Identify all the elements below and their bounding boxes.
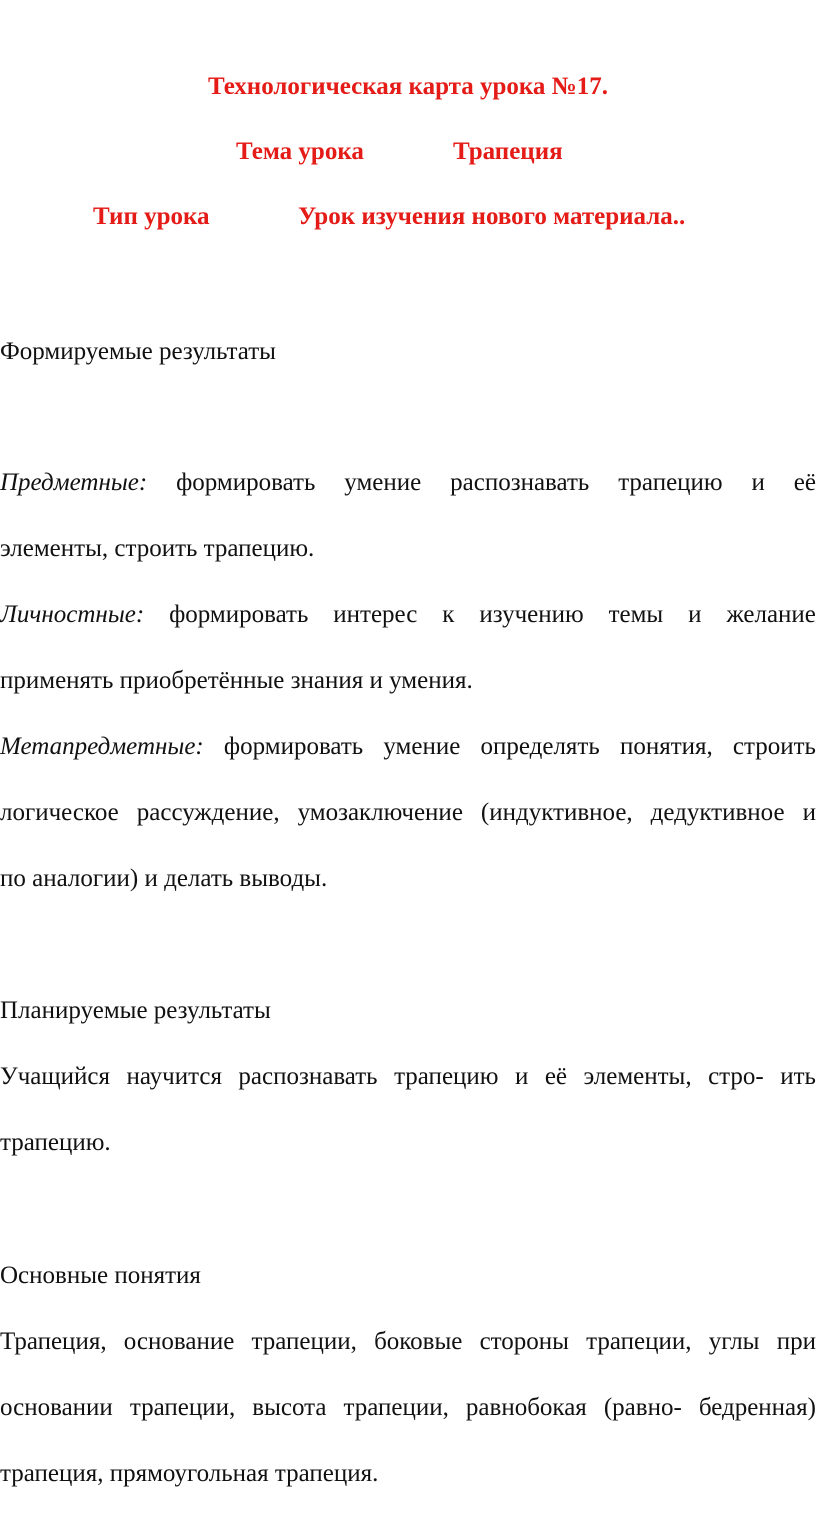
lesson-type-value: Урок изучения нового материала.. [298,203,686,230]
concept-word: стороны [479,1328,569,1355]
planned-word: её [544,1063,568,1090]
meta-word: умозаключение [297,799,463,826]
concept-word: трапеции, [251,1328,357,1355]
subject-results-line-2: элементы, строить трапецию. [0,535,315,562]
subject-word: формировать [176,469,316,496]
key-concepts-line-2 [0,1393,816,1423]
concept-word: боковые [374,1328,463,1355]
concept-word: (равно- [603,1394,682,1421]
meta-word: логическое [0,799,119,826]
planned-results-heading: Планируемые результаты [0,997,271,1024]
meta-results-line-1 [0,732,816,762]
meta-word: рассуждение, [136,799,280,826]
personal-word: и [688,601,702,628]
personal-word: интерес [333,601,418,628]
meta-word: строить [732,733,816,760]
subject-word: и [751,469,765,496]
concept-word: углы [708,1328,760,1355]
concept-word: высота [252,1394,327,1421]
planned-word: стро- [708,1063,764,1090]
personal-word: изучению [479,601,584,628]
personal-word: к [442,601,455,628]
meta-word: умение [383,733,461,760]
meta-word: определять [480,733,600,760]
planned-results-line-1 [0,1062,816,1092]
planned-word: ить [780,1063,816,1090]
planned-word: и [514,1063,529,1090]
planned-results-line-2: трапецию. [0,1129,111,1156]
formed-results-heading: Формируемые результаты [0,338,276,365]
personal-word: темы [608,601,664,628]
concept-word: Трапеция, [0,1328,107,1355]
personal-word: желание [726,601,816,628]
topic-label: Тема урока [236,138,364,165]
concept-word: равнобокая [465,1394,587,1421]
concept-word: основание [123,1328,235,1355]
lesson-map-title: Технологическая карта урока №17. [207,73,609,100]
key-concepts-heading: Основные понятия [0,1262,201,1289]
meta-results-line-3: по аналогии) и делать выводы. [0,865,328,892]
subject-word: её [793,469,816,496]
meta-results-label: Метапредметные: [0,733,204,760]
personal-results-label: Личностные: [0,601,145,628]
meta-word: дедуктивное [650,799,785,826]
planned-word: Учащийся [0,1063,110,1090]
personal-results-line-2: применять приобретённые знания и умения. [0,667,473,694]
planned-word: элементы, [583,1063,692,1090]
concept-word: трапеции, [586,1328,692,1355]
planned-word: трапецию [394,1063,499,1090]
key-concepts-line-1 [0,1327,816,1357]
topic-value: Трапеция [453,138,563,165]
planned-word: научится [126,1063,222,1090]
key-concepts-line-3: трапеция, прямоугольная трапеция. [0,1460,379,1487]
meta-word: (индуктивное, [480,799,633,826]
concept-word: бедренная) [698,1394,816,1421]
subject-results-line-1 [0,468,816,498]
meta-word: понятия, [619,733,713,760]
lesson-type-label: Тип урока [93,203,210,230]
meta-results-line-2 [0,798,816,828]
subject-word: трапецию [618,469,723,496]
meta-word: и [802,799,816,826]
subject-word: умение [344,469,422,496]
planned-word: распознавать [238,1063,378,1090]
concept-word: трапеции, [343,1394,449,1421]
subject-word: распознавать [450,469,590,496]
personal-word: формировать [169,601,309,628]
concept-word: трапеции, [129,1394,236,1421]
concept-word: при [776,1328,816,1355]
personal-results-line-1 [0,600,816,630]
concept-word: основании [0,1394,113,1421]
subject-results-label: Предметные: [0,469,148,496]
meta-word: формировать [223,733,364,760]
